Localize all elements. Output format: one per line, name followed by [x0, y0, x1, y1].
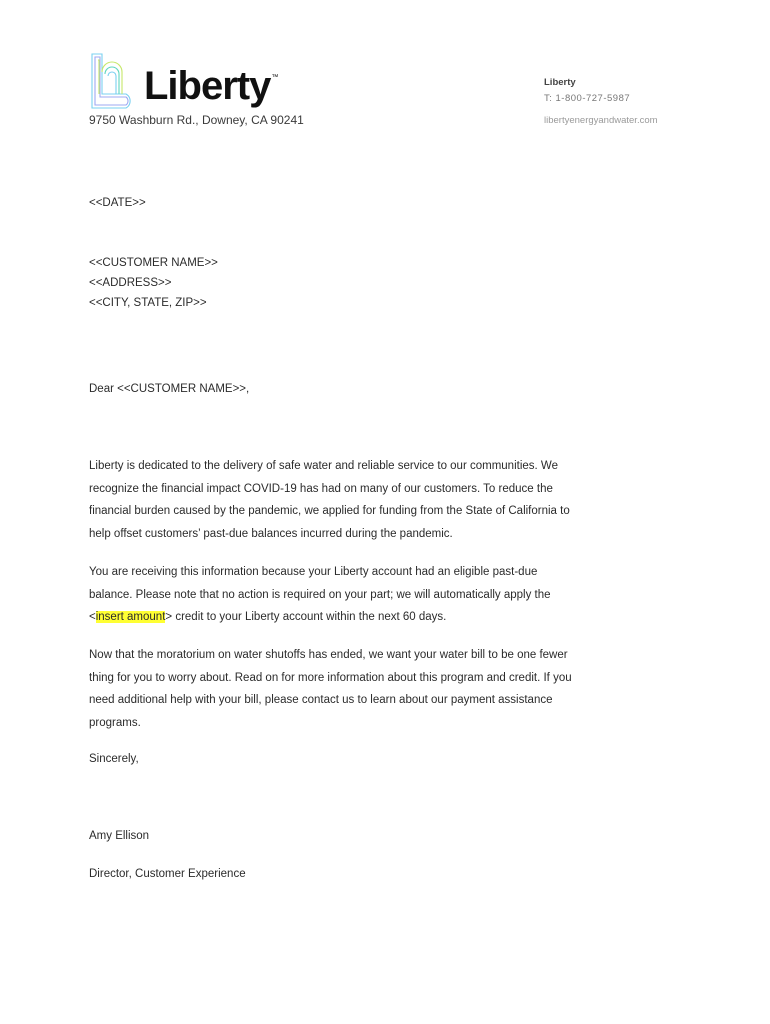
contact-phone: T: 1-800-727-5987 [544, 93, 631, 104]
paragraph-line [89, 606, 679, 629]
paragraph-line: You are receiving this information because your Liberty account had an eligible past-due [89, 566, 538, 578]
paragraph-line: recognize the financial impact COVID-19 has had on many of our customers. To reduce the [89, 482, 553, 495]
letter-date: <<DATE>> [89, 197, 146, 209]
signer-name: Amy Ellison [89, 830, 150, 842]
signer-title: Director, Customer Experience [89, 868, 246, 880]
paragraph-line: Liberty is dedicated to the delivery of safe water and reliable service to our communities. We [89, 460, 558, 472]
insert-amount-placeholder: insert amount [95, 611, 166, 623]
paragraph-line: programs. [89, 716, 141, 729]
contact-block [544, 75, 658, 129]
logo-wordmark: Liberty [144, 64, 271, 108]
body-paragraph-1 [89, 455, 679, 545]
company-logo [88, 44, 278, 110]
salutation: Dear <<CUSTOMER NAME>>, [89, 383, 250, 395]
paragraph-line: need additional help with your bill, please contact us to learn about our payment assistance [89, 694, 553, 706]
paragraph-line: balance. Please note that no action is required on your part; we will automatically apply the [89, 588, 551, 601]
paragraph-line: help offset customers’ past-due balances incurred during the pandemic. [89, 527, 453, 540]
contact-website: libertyenergyandwater.com [544, 115, 658, 126]
liberty-logo-icon [88, 50, 138, 110]
body-paragraph-3 [89, 644, 679, 734]
amount-line-suffix: > credit to your Liberty account within the next 60 days. [165, 611, 447, 623]
recipient-name: <<CUSTOMER NAME>> [89, 257, 218, 269]
paragraph-line: Now that the moratorium on water shutoffs has ended, we want your water bill to be one fewer [89, 649, 568, 661]
paragraph-line: financial burden caused by the pandemic, we applied for funding from the State of California to [89, 505, 570, 517]
closing: Sincerely, [89, 753, 139, 765]
trademark-symbol: ™ [271, 74, 279, 81]
company-address: 9750 Washburn Rd., Downey, CA 90241 [89, 113, 304, 127]
body-paragraph-2 [89, 561, 679, 629]
amount-bracket-open: < [89, 611, 96, 623]
paragraph-line: thing for you to worry about. Read on for more information about this program and credit. If you [89, 671, 572, 684]
recipient-address: <<ADDRESS>> [89, 277, 172, 289]
recipient-city-state-zip: <<CITY, STATE, ZIP>> [89, 297, 207, 309]
contact-name: Liberty [544, 77, 576, 88]
